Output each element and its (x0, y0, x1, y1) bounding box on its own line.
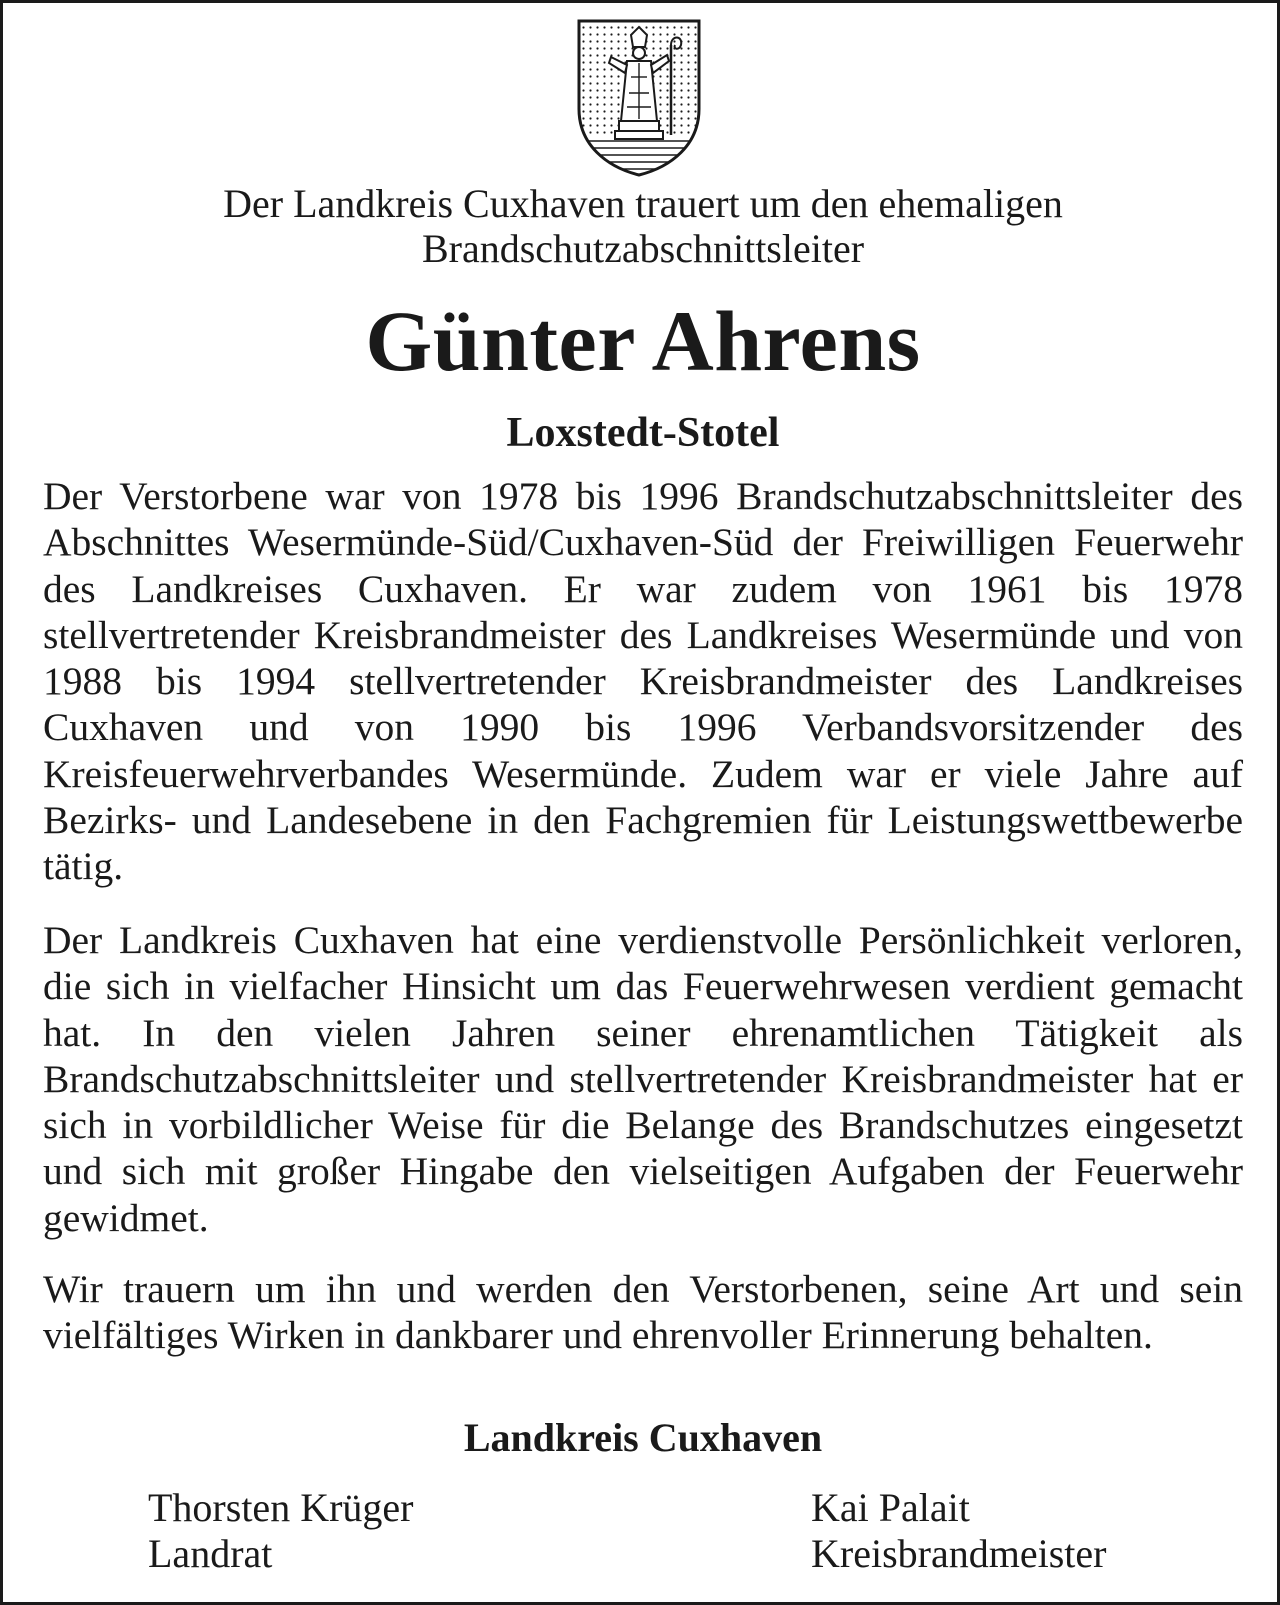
signatory-title: Kreisbrandmeister (811, 1531, 1107, 1576)
paragraph-career: Der Verstorbene war von 1978 bis 1996 Brandschutzabschnittsleiter des Abschnittes Wesermünde-Süd/Cuxhaven-Süd der Freiwilligen Feuerwehr des Landkreises Cuxhaven. Er war zudem von 1961 bis 1978 stellvertretender Kreisbrandmeister des Landkreises Wesermünde und von 1988 bis 1994 stellvertretender Kreisbrandmeister des Landkreises Cuxhaven und von 1990 bis 1996 Verbandsvorsitzender des Kreisfeuerwehrverbandes Wesermünde. Zudem war er viele Jahre auf Bezirks- und Landesebene in den Fachgremien für Leistungswettbewerbe tätig. (43, 474, 1243, 889)
signatory-right (811, 1485, 1106, 1577)
intro-line-1: Der Landkreis Cuxhaven trauert um den ehemaligen (223, 181, 1063, 226)
deceased-name: Günter Ahrens (365, 293, 921, 389)
signatory-title: Landrat (148, 1531, 273, 1576)
coat-of-arms-icon (573, 17, 705, 179)
intro-text (43, 181, 1243, 271)
organization-name: Landkreis Cuxhaven (463, 1415, 823, 1460)
signatory-name: Thorsten Krüger (148, 1485, 414, 1530)
intro-line-2: Brandschutzabschnittsleiter (421, 226, 865, 271)
deceased-place: Loxstedt-Stotel (506, 410, 780, 456)
signatory-left (148, 1485, 413, 1577)
paragraph-tribute: Der Landkreis Cuxhaven hat eine verdienstvolle Persönlichkeit verloren, die sich in vielfacher Hinsicht um das Feuerwehrwesen verdient gemacht hat. In den vielen Jahren seiner ehrenamtlichen Tätigkeit als Brandschutzabschnittsleiter und stellvertretender Kreisbrandmeister hat er sich in vorbildlicher Weise für die Belange des Brandschutzes eingesetzt und sich mit großer Hingabe den vielseitigen Aufgaben der Feuerwehr gewidmet. (43, 918, 1243, 1240)
signatory-name: Kai Palait (811, 1485, 970, 1530)
paragraph-mourning: Wir trauern um ihn und werden den Verstorbenen, seine Art und sein vielfältiges Wirken in dankbarer und ehrenvoller Erinnerung behalten. (43, 1267, 1243, 1358)
